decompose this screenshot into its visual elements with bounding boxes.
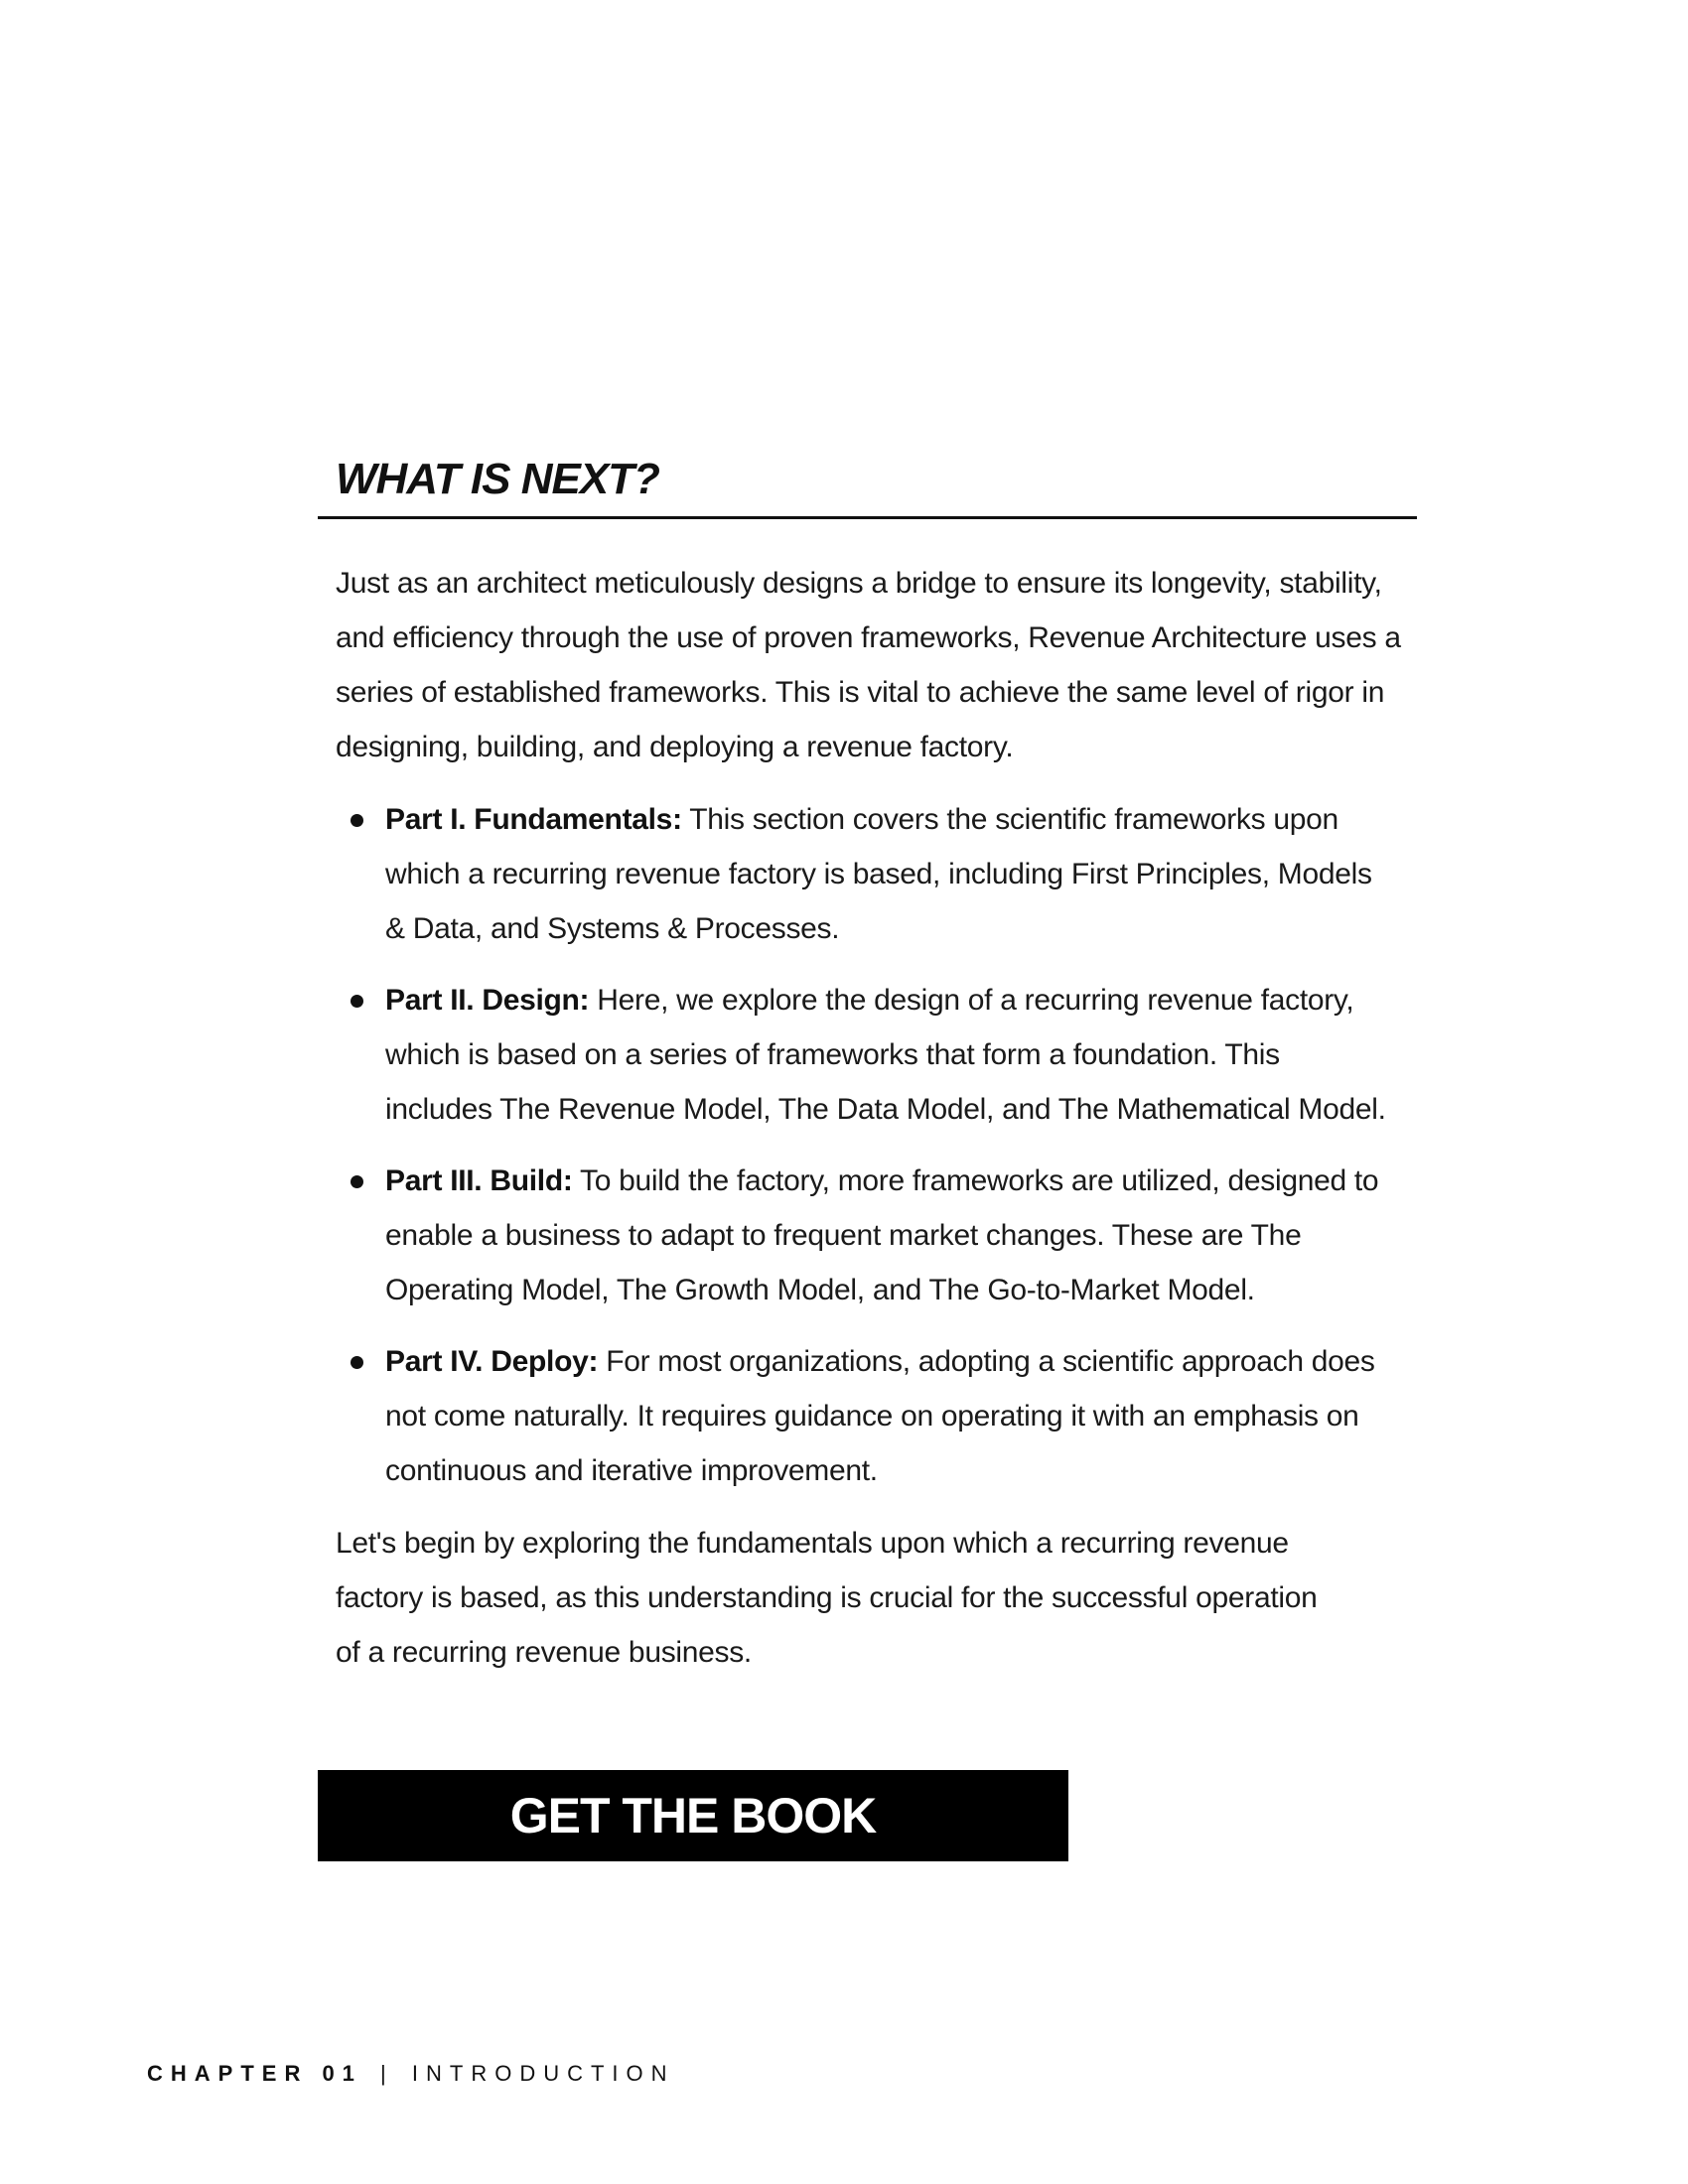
list-item-title: Part II. Design: (385, 984, 590, 1017)
list-item-line: not come naturally. It requires guidance on operating it with an emphasis on (385, 1400, 1359, 1433)
list-item-line (385, 1334, 1428, 1389)
closing-line: Let's begin by exploring the fundamentals upon which a recurring revenue (336, 1527, 1289, 1560)
footer-section: INTRODUCTION (411, 2061, 675, 2086)
list-item-part-4 (336, 1334, 1428, 1498)
list-item-line: continuous and iterative improvement. (385, 1454, 878, 1487)
list-item-line (385, 1154, 1428, 1208)
list-item-part-2 (336, 973, 1428, 1137)
list-item-line: which a recurring revenue factory is based, including First Principles, Models (385, 858, 1372, 890)
page-footer (147, 2061, 675, 2087)
list-item-text: For most organizations, adopting a scientific approach does (598, 1345, 1375, 1378)
closing-paragraph (336, 1516, 1428, 1680)
list-item-title: Part III. Build: (385, 1164, 573, 1197)
intro-line: series of established frameworks. This is vital to achieve the same level of rigor in (336, 676, 1385, 709)
content-body (336, 556, 1428, 1680)
section-heading: WHAT IS NEXT? (336, 455, 659, 503)
list-item-line: includes The Revenue Model, The Data Model, and The Mathematical Model. (385, 1093, 1386, 1126)
closing-line: factory is based, as this understanding is crucial for the successful operation (336, 1581, 1318, 1614)
bullet-dot-icon (351, 814, 363, 827)
list-item-line: which is based on a series of frameworks that form a foundation. This (385, 1038, 1280, 1071)
footer-chapter: CHAPTER 01 (147, 2061, 362, 2086)
list-item-line (385, 792, 1428, 847)
bullet-dot-icon (351, 995, 363, 1008)
list-item-title: Part I. Fundamentals: (385, 803, 682, 836)
section-heading-block (318, 443, 1417, 519)
list-item-text: Here, we explore the design of a recurring revenue factory, (589, 984, 1354, 1017)
bullet-dot-icon (351, 1175, 363, 1188)
list-item-line: enable a business to adapt to frequent market changes. These are The (385, 1219, 1302, 1252)
closing-line: of a recurring revenue business. (336, 1636, 752, 1669)
list-item-part-3 (336, 1154, 1428, 1317)
list-item-text: This section covers the scientific frameworks upon (681, 803, 1338, 836)
get-the-book-button[interactable]: GET THE BOOK (318, 1770, 1068, 1861)
list-item-line (385, 973, 1428, 1027)
bullet-dot-icon (351, 1356, 363, 1369)
parts-list (336, 792, 1428, 1498)
list-item-part-1 (336, 792, 1428, 956)
intro-line: designing, building, and deploying a revenue factory. (336, 731, 1014, 763)
list-item-title: Part IV. Deploy: (385, 1345, 599, 1378)
list-item-line: Operating Model, The Growth Model, and The Go-to-Market Model. (385, 1274, 1255, 1306)
list-item-text: To build the factory, more frameworks are utilized, designed to (572, 1164, 1379, 1197)
list-item-line: & Data, and Systems & Processes. (385, 912, 840, 945)
intro-paragraph (336, 556, 1428, 774)
intro-line: Just as an architect meticulously designs a bridge to ensure its longevity, stability, (336, 567, 1382, 600)
intro-line: and efficiency through the use of proven frameworks, Revenue Architecture uses a (336, 621, 1401, 654)
footer-separator: | (380, 2061, 394, 2086)
